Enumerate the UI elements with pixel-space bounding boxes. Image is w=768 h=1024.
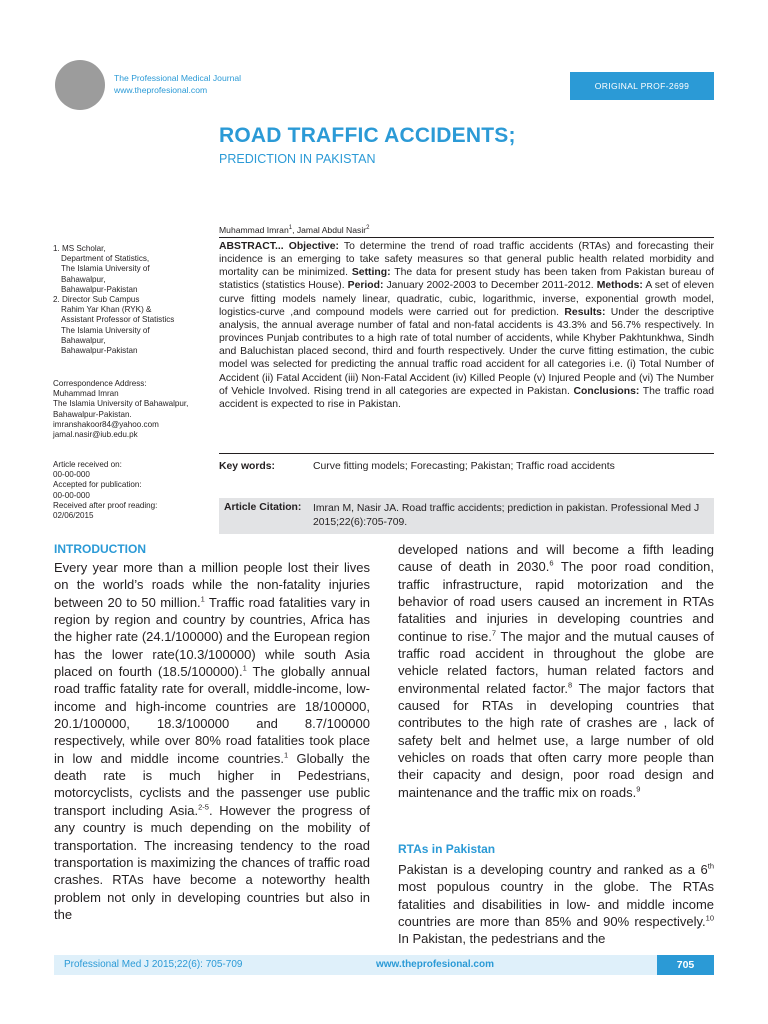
body-text: developed nations and will become a fifth leading cause of death in 2030. — [398, 542, 714, 575]
body-text: Pakistan is a developing country and ranked as a 6 — [398, 862, 708, 877]
body-text: Globally the death rate is much higher in Pedestrians, motorcyclists, cyclists and the passenger use public transport including Asia. — [54, 750, 371, 818]
correspondence-email[interactable]: imranshakoor84@yahoo.com — [53, 419, 159, 429]
citation-ref: 1 — [200, 594, 205, 604]
conclusions-label: Conclusions: — [573, 385, 640, 397]
affiliation-line: The Islamia University of — [61, 264, 150, 274]
body-text: The poor road condition, traffic infrastructure, rapid motorization and the behavior of road users caused an increment in RTAs fatalities and injuries in developing countries and continue to rise. — [398, 559, 714, 644]
affiliation-line: Bahawalpur-Pakistan — [61, 284, 138, 294]
correspondence-name: Muhammad Imran — [53, 389, 119, 399]
body-text: . However the progress of any country is much depending on the mobility of transportation. The increasing tendency to the road transportation is maximizing the chances of traffic road crashes. RTAs have become a noteworthy health problem not only in developing countries but also in the — [54, 802, 370, 922]
author-line — [219, 225, 369, 235]
body-text: The major factors that caused for RTAs in developing countries that contributes to the high rate of crashes are , lack of safety belt and helmet use, a large number of old vehicles on roads that often carry more people than their capacity and design, poor road design and maintenance and the traffic mix on roads. — [398, 680, 714, 800]
abstract-setting: The data for present study has been taken from Pakistan bureau of statistics (statistics House). — [219, 267, 714, 292]
citation-label: Article Citation: — [224, 502, 302, 513]
abstract-label: ABSTRACT... Objective: — [219, 241, 339, 252]
affiliation-line: 2. Director Sub Campus — [53, 295, 140, 305]
proof-label: Received after proof reading: — [53, 500, 158, 510]
correspondence-line: Bahawalpur-Pakistan. — [53, 409, 132, 419]
body-text: The major and the mutual causes of traffic road accident in throughout the globe are vehicle related factors, human related factors and environmental related factor. — [398, 628, 714, 696]
correspondence-email[interactable]: jamal.nasir@iub.edu.pk — [53, 430, 138, 440]
abstract-conclusions: The traffic road accident is expected to rise in Pakistan. — [219, 385, 714, 410]
abstract-objective: To determine the trend of road traffic accidents (RTAs) and forecasting their incidence is an emerging to take safety measures so that general public health related morbidity and mortality can be minimized. — [219, 241, 714, 279]
affiliation-line: The Islamia University of — [61, 325, 150, 335]
methods-label: Methods: — [596, 280, 643, 292]
correspondence-line: The Islamia University of Bahawalpur, — [53, 399, 189, 409]
keywords-text: Curve fitting models; Forecasting; Pakistan; Traffic road accidents — [313, 461, 615, 472]
keywords-label: Key words: — [219, 461, 276, 472]
affiliation-line: 1. MS Scholar, — [53, 244, 106, 253]
abstract-results: Under the descriptive analysis, the annual average number of fatal and non-fatal accidents is 43.3% and 56.7% respectively. In provinces Punjab contributes to a high rate of total number of accidents, while Khyber Pakhtunkhwa, Sindh and Baluchistan placed second, third and fourth respectively. Under the curve fitting estimation, the cubic model was selected for predicting the annual traffic road accident for all categories i.e. (i) Total Number of Accident (ii) Fatal Accident (iii) Non-Fatal Accident (iv) Killed People (v) Injured People and (vi) The Number of Vehicle Involved. Rising trend in all categories are expected in Pakistan. — [219, 306, 714, 397]
body-text: Traffic road fatalities vary in region by region and country by countries, Africa has the higher rate (24.1/100000) and the European region has the lower rate(10.3/100000) while south Asia placed on fourth (18.5/100000). — [54, 594, 371, 680]
abstract-rule — [219, 453, 714, 454]
received-date: 00-00-000 — [53, 470, 90, 480]
affiliation-line: Assistant Professor of Statistics — [61, 315, 175, 325]
citation-ref: 2-5 — [198, 802, 209, 812]
abstract — [219, 240, 714, 411]
author-1: Muhammad Imran — [219, 225, 289, 235]
affiliation-line: Bahawalpur-Pakistan — [61, 346, 138, 356]
period-label: Period: — [347, 280, 384, 292]
citation-ref: 1 — [242, 663, 247, 673]
abstract-methods: A set of eleven curve fitting models namely linear, quadratic, cubic, logarithmic, inverse, exponential growth model, logistics-curve ,and compound models were carried out for prediction. — [219, 280, 714, 318]
footer-url[interactable]: www.theprofesional.com — [376, 959, 494, 970]
correspondence — [53, 379, 213, 440]
affiliation-line: Rahim Yar Khan (RYK) & — [61, 305, 152, 315]
footer-citation: Professional Med J 2015;22(6): 705-709 — [64, 959, 243, 970]
body-text: most populous country in the globe. The RTAs fatalities and disabilities in low- and middle income countries are more than 85% and 90% respectively. — [398, 879, 714, 930]
body-text: Every year more than a million people lost their lives on the world’s roads while the non-fatality injuries between 20 to 50 million. — [54, 560, 370, 610]
journal-logo — [55, 60, 105, 110]
setting-label: Setting: — [351, 267, 391, 279]
rtas-paragraph — [398, 861, 714, 948]
ordinal-suffix: th — [707, 861, 714, 871]
citation-ref: 7 — [491, 628, 497, 638]
citation-ref: 8 — [568, 680, 573, 690]
citation-ref: 9 — [636, 784, 641, 794]
article-subtitle: PREDICTION IN PAKISTAN — [219, 152, 376, 166]
body-text: The globally annual road traffic fatality rate for overall, middle-income, low-income and high-income countries are 18/100000, 20.1/100000, 18.3/100000 and 8.7/100000 respectively, while over 80% road fatalities took place in low and middle income countries. — [54, 664, 370, 766]
introduction-continued — [398, 541, 714, 801]
affiliation-line: Bahawalpur, — [61, 335, 106, 345]
author-2: , Jamal Abdul Nasir — [292, 225, 367, 235]
affiliation-line: Department of Statistics, — [61, 254, 150, 264]
correspondence-heading: Correspondence Address: — [53, 379, 147, 388]
citation-ref: 1 — [283, 750, 289, 760]
introduction-heading: INTRODUCTION — [54, 542, 146, 556]
citation-text: Imran M, Nasir JA. Road traffic accidents; prediction in pakistan. Professional Med J 2015;22(6):705-709. — [313, 503, 700, 528]
accepted-label: Accepted for publication: — [53, 480, 142, 490]
introduction-paragraph — [54, 559, 370, 923]
received-label: Article received on: — [53, 460, 122, 469]
abstract-period: January 2002-2003 to December 2011-2012. — [383, 280, 597, 292]
affiliations — [53, 244, 213, 356]
page-number: 705 — [657, 955, 714, 975]
article-type-badge: ORIGINAL PROF-2699 — [570, 72, 714, 100]
author-2-affil: 2 — [366, 225, 370, 232]
rtas-heading: RTAs in Pakistan — [398, 842, 496, 856]
body-text: In Pakistan, the pedestrians and the — [398, 931, 606, 947]
affiliation-line: Bahawalpur, — [61, 274, 106, 284]
journal-url[interactable]: www.theprofesional.com — [114, 85, 208, 95]
results-label: Results: — [564, 306, 606, 318]
citation-ref: 6 — [549, 559, 554, 569]
author-1-affil: 1 — [288, 225, 293, 232]
proof-date: 02/06/2015 — [53, 511, 94, 521]
citation-ref: 10 — [705, 913, 714, 923]
accepted-date: 00-00-000 — [53, 490, 90, 500]
top-rule — [219, 237, 714, 238]
journal-name: The Professional Medical Journal — [114, 73, 242, 83]
article-title: ROAD TRAFFIC ACCIDENTS; — [219, 124, 516, 147]
article-dates — [53, 460, 213, 521]
